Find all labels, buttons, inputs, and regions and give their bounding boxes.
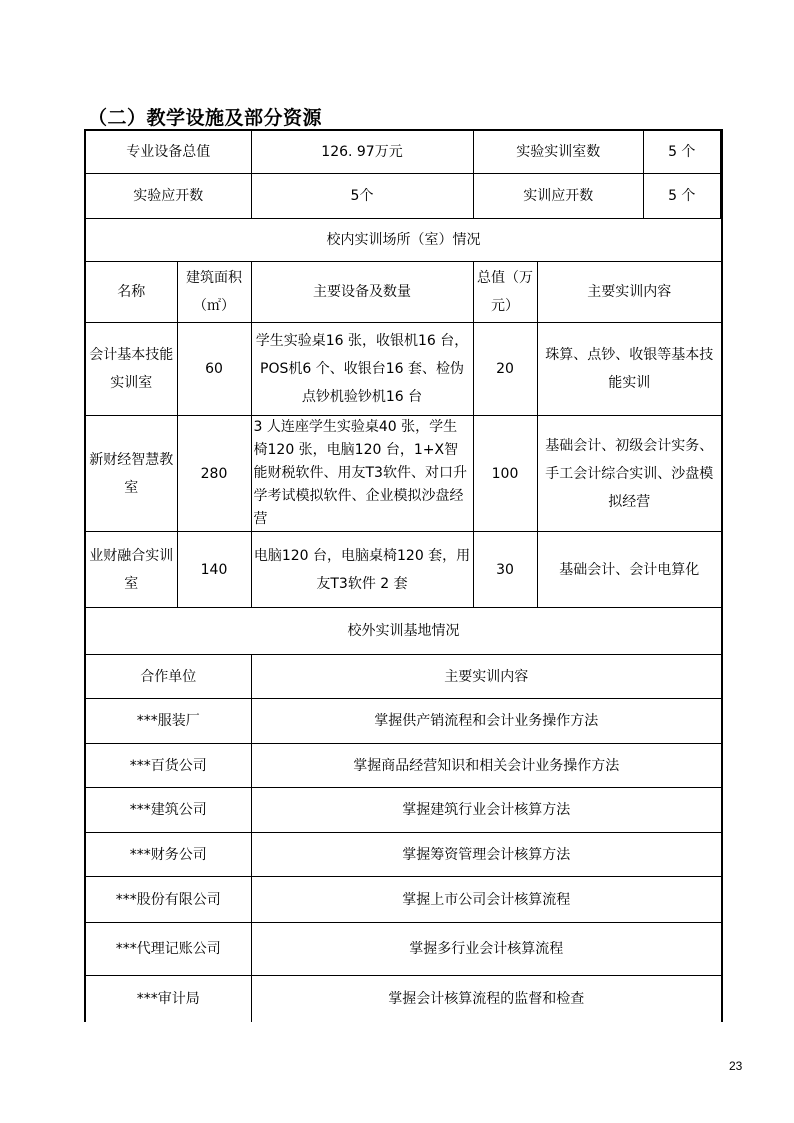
facility-name: 新财经智慧教室 bbox=[85, 416, 177, 532]
table-row bbox=[85, 877, 722, 923]
col-header-offsite-content: 主要实训内容 bbox=[251, 655, 722, 699]
facility-equipment: 电脑120 台，电脑桌椅120 套，用友T3软件 2 套 bbox=[251, 532, 473, 608]
partner-content: 掌握建筑行业会计核算方法 bbox=[251, 788, 722, 833]
col-header-partner: 合作单位 bbox=[85, 655, 251, 699]
partner-name: ***财务公司 bbox=[85, 833, 251, 877]
facility-area: 140 bbox=[177, 532, 251, 608]
table-row bbox=[85, 788, 722, 833]
equipment-total-label: 专业设备总值 bbox=[85, 130, 251, 174]
partner-name: ***代理记账公司 bbox=[85, 923, 251, 976]
summary-row-1 bbox=[85, 130, 722, 174]
partner-content: 掌握多行业会计核算流程 bbox=[251, 923, 722, 976]
partner-name: ***百货公司 bbox=[85, 744, 251, 788]
onsite-heading-row bbox=[85, 219, 722, 262]
training-courses-label: 实训应开数 bbox=[474, 174, 644, 218]
section-title: （二）教学设施及部分资源 bbox=[88, 107, 323, 129]
offsite-heading: 校外实训基地情况 bbox=[85, 608, 722, 655]
col-header-area: 建筑面积（㎡） bbox=[177, 262, 251, 323]
col-header-equipment: 主要设备及数量 bbox=[251, 262, 473, 323]
facility-content: 基础会计、会计电算化 bbox=[537, 532, 722, 608]
table-row bbox=[85, 416, 722, 532]
partner-content: 掌握会计核算流程的监督和检查 bbox=[251, 976, 722, 1022]
partner-name: ***股份有限公司 bbox=[85, 877, 251, 923]
partner-content: 掌握上市公司会计核算流程 bbox=[251, 877, 722, 923]
page-number: 23 bbox=[729, 1059, 743, 1073]
equipment-total-value: 126. 97万元 bbox=[251, 130, 473, 174]
facility-equipment: 3 人连座学生实验桌40 张，学生椅120 张，电脑120 台，1+X智能财税软件、用友T3软件、对口升学考试模拟软件、企业模拟沙盘经营 bbox=[251, 416, 473, 532]
lab-count-label: 实验实训室数 bbox=[474, 131, 644, 173]
table-row bbox=[85, 833, 722, 877]
facility-equipment: 学生实验桌16 张，收银机16 台，POS机6 个、收银台16 套、检伪点钞机验钞机16 台 bbox=[251, 323, 473, 416]
col-header-content: 主要实训内容 bbox=[537, 262, 722, 323]
partner-content: 掌握供产销流程和会计业务操作方法 bbox=[251, 699, 722, 744]
onsite-heading: 校内实训场所（室）情况 bbox=[85, 219, 722, 262]
col-header-name: 名称 bbox=[85, 262, 177, 323]
table-row bbox=[85, 923, 722, 976]
col-header-value: 总值（万元） bbox=[473, 262, 537, 323]
offsite-heading-row bbox=[85, 608, 722, 655]
training-courses-value: 5 个 bbox=[644, 174, 721, 218]
facility-area: 280 bbox=[177, 416, 251, 532]
partner-name: ***建筑公司 bbox=[85, 788, 251, 833]
facility-value: 30 bbox=[473, 532, 537, 608]
lab-count-value: 5 个 bbox=[644, 131, 721, 173]
facility-value: 100 bbox=[473, 416, 537, 532]
partner-content: 掌握商品经营知识和相关会计业务操作方法 bbox=[251, 744, 722, 788]
facilities-table bbox=[84, 129, 723, 1022]
partner-content: 掌握筹资管理会计核算方法 bbox=[251, 833, 722, 877]
table-row bbox=[85, 323, 722, 416]
summary-row-2 bbox=[85, 174, 722, 219]
facility-content: 珠算、点钞、收银等基本技能实训 bbox=[537, 323, 722, 416]
facility-name: 业财融合实训室 bbox=[85, 532, 177, 608]
partner-name: ***审计局 bbox=[85, 976, 251, 1022]
facility-value: 20 bbox=[473, 323, 537, 416]
experiment-courses-value: 5个 bbox=[251, 174, 473, 219]
onsite-header-row bbox=[85, 262, 722, 323]
facility-name: 会计基本技能实训室 bbox=[85, 323, 177, 416]
table-row bbox=[85, 532, 722, 608]
partner-name: ***服装厂 bbox=[85, 699, 251, 744]
table-row bbox=[85, 699, 722, 744]
table-row bbox=[85, 744, 722, 788]
table-row bbox=[85, 976, 722, 1022]
experiment-courses-label: 实验应开数 bbox=[85, 174, 251, 219]
facility-area: 60 bbox=[177, 323, 251, 416]
offsite-header-row bbox=[85, 655, 722, 699]
facility-content: 基础会计、初级会计实务、手工会计综合实训、沙盘模拟经营 bbox=[537, 416, 722, 532]
